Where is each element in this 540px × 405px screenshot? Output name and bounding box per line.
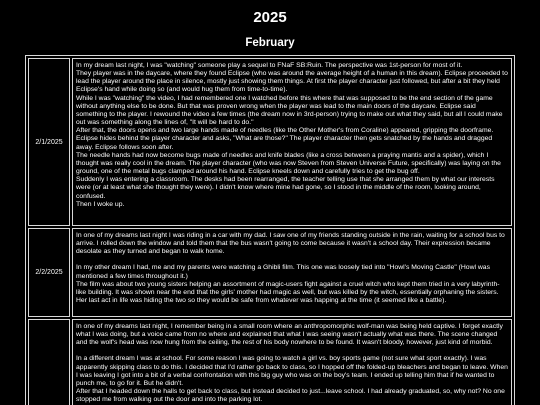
entry-paragraph: The needle hands had now become bugs made of needles and knife blades (like a cross between a praying mantis and a spider), which I thought was really cool in the dream. The player character (who was now Steven from Steven Universe Future, specifically) was laying on the ground, one of the metal bugs clamped around his hand. Eclipse kneels down and carefully tries to get the bug off.: [76, 151, 501, 176]
entry-date: 2/2/2025: [28, 228, 70, 317]
entry-text: [72, 319, 512, 405]
entry-date: 2/1/2025: [28, 58, 70, 226]
entry-text: [72, 58, 512, 226]
entry-paragraph: In one of my dreams last night I was riding in a car with my dad. I saw one of my friends standing outside in the rain, waiting for a school bus to arrive. I rolled down the window and told them that the bus wasn't going to come because it wasn't a school day. Their expression became desolate as they turned and began to walk home.: [76, 232, 505, 256]
entry-paragraph: In my other dream I had, me and my parents were watching a Ghibli film. This one was loosely tied into "Howl's Moving Castle" (Howl was mentioned a few times throughout it.): [76, 264, 490, 280]
table-row: [28, 58, 512, 226]
entry-paragraph: After that, the doors opens and two large hands made of needles (like the Other Mother's from Coraline) appeared, gripping the doorframe. Eclipse hides behind the player character and asks, "What are those?" The player character then gets snatched by the hands and dragged away. Eclipse follows soon after.: [76, 127, 494, 151]
dream-journal-table: [25, 55, 515, 405]
month-heading: February: [245, 37, 295, 49]
year-heading: 2025: [253, 9, 287, 26]
entry-paragraph: They player was in the daycare, where they found Eclipse (who was around the average height of a human in this dream). Eclipse proceeded to lead the player around the place in silence, mostly just showing them things. At first the player character just followed, but after a bit they held Eclipse's hand while doing so (and would hug them from time-to-time).: [76, 70, 508, 94]
entry-paragraph: In one of my dreams last night, I remember being in a small room where an anthropomorphic wolf-man was being held captive. I forget exactly what I was doing, but a voice came from no where and explained that what I was seeing wasn't actually what was there. The scene changed and the wolf's head was now hung from the ceiling, the rest of his body nowhere to be found. It wasn't bloody, however, just kind of morbid.: [76, 323, 503, 347]
entry-date: [28, 319, 70, 405]
table-row: [28, 319, 512, 405]
entry-paragraph: While I was "watching" the video, I had remembered one I watched before this where that was supposed to be the end section of the game without anything else to be done. But that was proven wrong when the player was lead to the main doors of the daycare. Eclipse said something to the player. I rewound the video a few times (the dream now in 3rd-person) trying to make out what they said, but all I could make out was something along the lines of, "It will be hard to do.": [76, 94, 503, 127]
table-row: [28, 228, 512, 317]
entry-paragraph: The film was about two young sisters helping an assortment of magic-users fight against a cruel witch who kept them tried in a very labyrinth-like building. It was shown near the end that the girls' mother had magic as well, but was killed by the witch, essentially orphaning the sisters. Her last act in life was hiding the two so they would be safe from whatever was happing at the time (it seemed like a battle).: [76, 280, 500, 305]
entry-text: [72, 228, 512, 317]
entry-paragraph: In my dream last night, I was "watching" someone play a sequel to FNaF SB:Ruin. The perspective was 1st-person for most of it.: [76, 62, 463, 69]
entry-paragraph: After that I headed down the halls to get back to class, but instead decided to just...leave school. I had already graduated, so, why not? No one stopped me from walking out the door and into the parking lot.: [76, 388, 505, 404]
entry-paragraph: In a different dream I was at school. For some reason I was going to watch a girl vs. boy sports game (not sure what sport exactly). I was apparently skipping class to do this. I decided that I'd rather go back to class, so I hopped off the folded-up bleachers and began to leave. When I was leaving I got into a bit of a verbal confrontation with this big guy who was on the boy's team. I ended up telling him that if he wanted to punch me, to go for it. But he didn't.: [76, 355, 508, 387]
entry-paragraph: Then I woke up.: [76, 200, 125, 208]
entry-paragraph: Suddenly I was entering a classroom. The desks had been rearranged, the teacher telling use that she arranged them by what our interests were (or at least what she thought they were). I didn't know where mine had gone, so I stood in the middle of the room, looking around, confused.: [76, 176, 495, 200]
